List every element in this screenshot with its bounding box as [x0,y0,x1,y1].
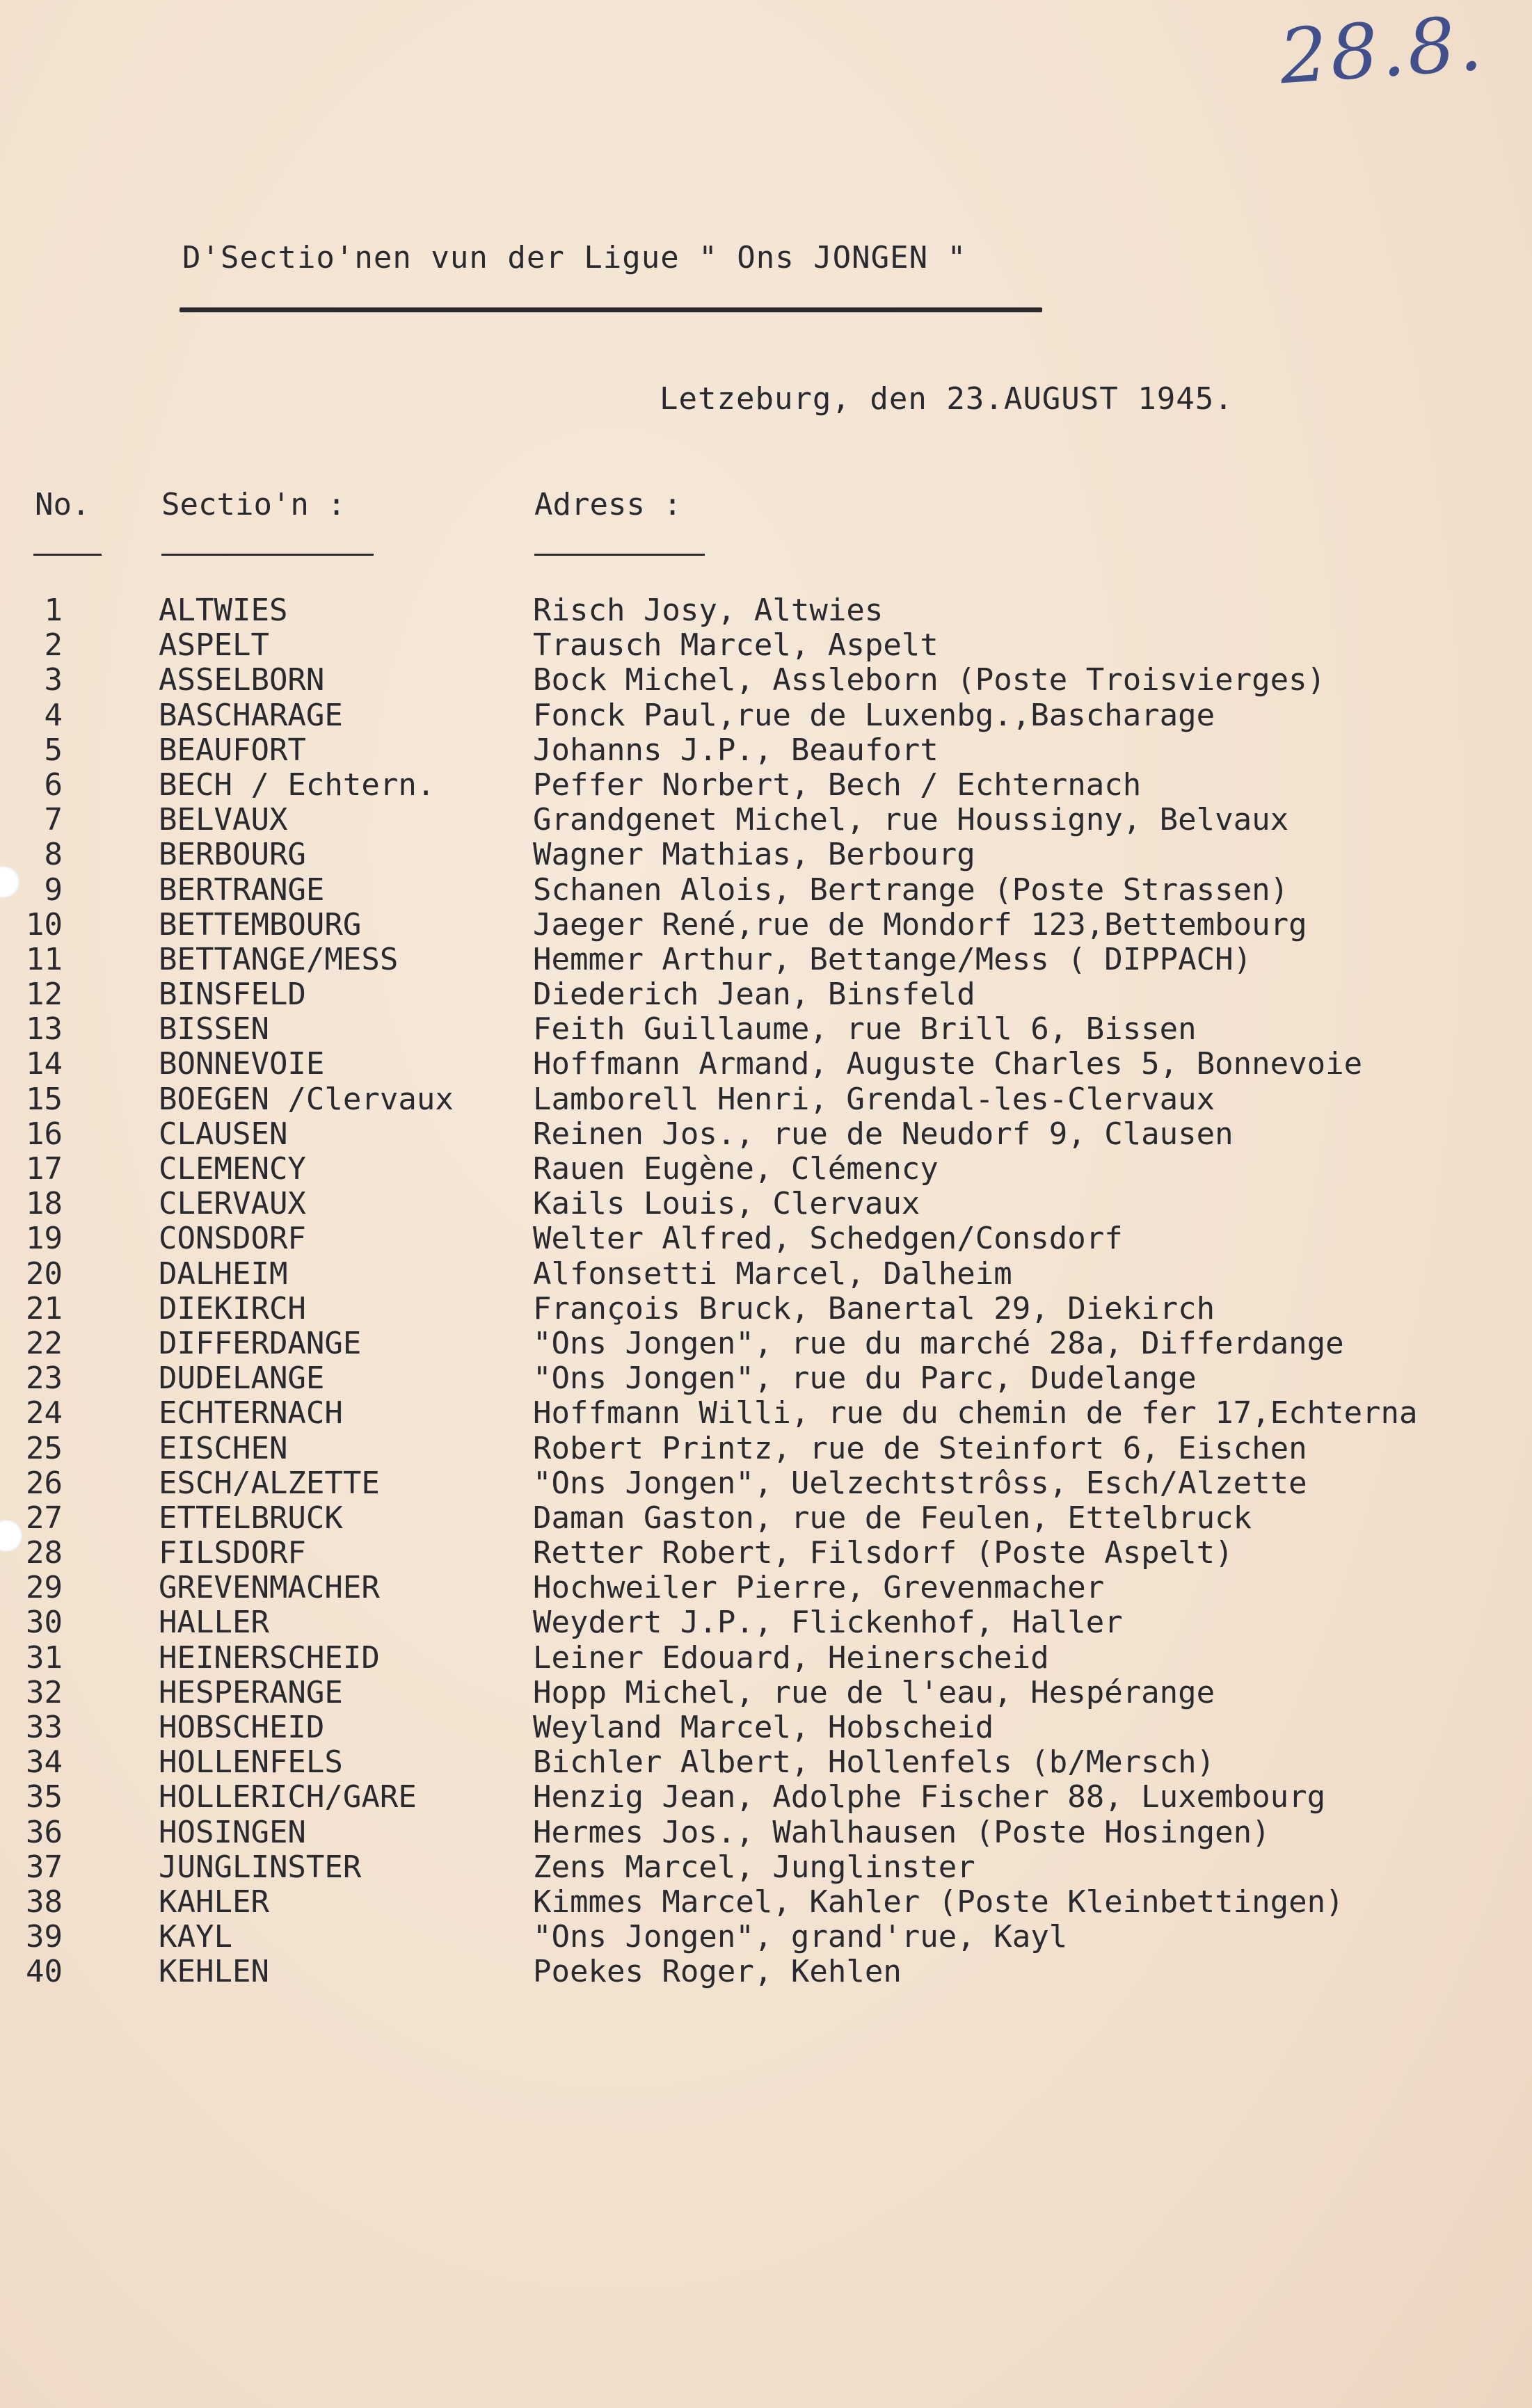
section-address: Leiner Edouard, Heinerscheid [533,1639,1049,1676]
section-name: KAYL [159,1919,232,1955]
row-number: 17 [26,1151,63,1187]
section-name: CONSDORF [159,1221,306,1257]
list-item [0,1046,1532,1081]
section-name: BECH / Echtern. [159,766,436,803]
section-name: DALHEIM [159,1255,288,1292]
list-item [0,627,1532,662]
section-address: Weyland Marcel, Hobscheid [533,1710,994,1745]
section-address: Wagner Mathias, Berbourg [533,837,975,873]
row-number: 8 [44,837,63,873]
section-address: "Ons Jongen", rue du marché 28a, Differdange [533,1325,1344,1361]
section-name: DIFFERDANGE [159,1325,362,1361]
row-number: 36 [26,1814,63,1850]
row-number: 23 [26,1360,63,1397]
section-name: BETTANGE/MESS [159,941,399,977]
section-name: BEAUFORT [159,732,306,768]
section-address: Johanns J.P., Beaufort [533,732,939,768]
row-number: 13 [26,1011,63,1048]
list-item [0,1116,1532,1151]
section-address: Robert Printz, rue de Steinfort 6, Eischen [533,1430,1307,1466]
list-item [0,1605,1532,1639]
list-item [0,1954,1532,1989]
row-number: 31 [26,1639,63,1676]
section-name: HEINERSCHEID [159,1639,380,1676]
list-item [0,1640,1532,1675]
section-name: CLAUSEN [159,1116,288,1152]
section-address: Schanen Alois, Bertrange (Poste Strassen) [533,872,1289,908]
list-item [0,977,1532,1011]
row-number: 5 [44,732,63,768]
section-name: ETTELBRUCK [159,1500,343,1536]
column-header-section: Sectio'n : [161,487,346,522]
row-number: 33 [26,1710,63,1745]
row-number: 12 [26,977,63,1013]
section-name: HOBSCHEID [159,1710,325,1745]
column-header-address: Adress : [534,487,682,522]
section-address: Grandgenet Michel, rue Houssigny, Belvaux [533,802,1289,838]
column-rule-no [33,554,102,556]
list-item [0,1431,1532,1466]
section-name: ASSELBORN [159,662,325,698]
section-address: Hochweiler Pierre, Grevenmacher [533,1570,1105,1606]
section-address: Kimmes Marcel, Kahler (Poste Kleinbettingen) [533,1884,1344,1920]
section-address: Kails Louis, Clervaux [533,1186,920,1222]
section-address: Poekes Roger, Kehlen [533,1954,902,1990]
section-address: Lamborell Henri, Grendal-les-Clervaux [533,1081,1215,1117]
column-rule-address [534,554,705,556]
list-item [0,1849,1532,1884]
list-item [0,662,1532,697]
list-item [0,1779,1532,1814]
list-item [0,1326,1532,1360]
section-name: ECHTERNACH [159,1395,343,1431]
row-number: 29 [26,1570,63,1606]
section-address: Jaeger René,rue de Mondorf 123,Bettembourg [533,906,1307,942]
list-item [0,1221,1532,1255]
section-address: "Ons Jongen", Uelzechtstrôss, Esch/Alzette [533,1465,1307,1501]
section-address: Welter Alfred, Schedgen/Consdorf [533,1221,1123,1257]
list-item [0,907,1532,942]
column-rule-section [161,554,374,556]
row-number: 20 [26,1255,63,1292]
section-name: ASPELT [159,627,269,664]
document-date: Letzeburg, den 23.AUGUST 1945. [660,381,1234,417]
section-address: Hoffmann Willi, rue du chemin de fer 17,Echterna [533,1395,1418,1431]
list-item [0,1186,1532,1221]
row-number: 26 [26,1465,63,1501]
list-item [0,1151,1532,1186]
list-item [0,802,1532,837]
row-number: 38 [26,1884,63,1920]
row-number: 11 [26,941,63,977]
row-number: 1 [44,593,63,628]
section-name: DIEKIRCH [159,1290,306,1326]
section-name: HOLLENFELS [159,1744,343,1781]
list-item [0,1675,1532,1710]
list-item [0,1919,1532,1954]
section-address: Weydert J.P., Flickenhof, Haller [533,1605,1123,1641]
section-name: HESPERANGE [159,1674,343,1710]
document-title: D'Sectio'nen vun der Ligue " Ons JONGEN " [182,240,967,275]
list-item [0,1744,1532,1779]
section-address: Daman Gaston, rue de Feulen, Ettelbruck [533,1500,1252,1536]
row-number: 40 [26,1954,63,1990]
section-name: BELVAUX [159,802,288,838]
row-number: 30 [26,1605,63,1641]
section-name: DUDELANGE [159,1360,325,1397]
section-address: "Ons Jongen", rue du Parc, Dudelange [533,1360,1197,1397]
section-name: HOLLERICH/GARE [159,1779,417,1815]
section-name: ESCH/ALZETTE [159,1465,380,1501]
row-number: 16 [26,1116,63,1152]
list-item [0,1570,1532,1605]
section-address: Hemmer Arthur, Bettange/Mess ( DIPPACH) [533,941,1252,977]
section-address: Zens Marcel, Junglinster [533,1849,975,1885]
row-number: 34 [26,1744,63,1781]
row-number: 14 [26,1046,63,1082]
list-item [0,872,1532,907]
row-number: 10 [26,906,63,942]
column-header-no: No. [35,487,90,522]
row-number: 25 [26,1430,63,1466]
row-number: 9 [44,872,63,908]
section-address: Reinen Jos., rue de Neudorf 9, Clausen [533,1116,1234,1152]
section-address: Bock Michel, Assleborn (Poste Troisvierges) [533,662,1326,698]
section-address: Feith Guillaume, rue Brill 6, Bissen [533,1011,1197,1048]
list-item [0,1884,1532,1919]
list-item [0,1082,1532,1116]
row-number: 22 [26,1325,63,1361]
list-item [0,698,1532,732]
row-number: 32 [26,1674,63,1710]
list-item [0,942,1532,977]
section-address: Diederich Jean, Binsfeld [533,977,975,1013]
section-address: "Ons Jongen", grand'rue, Kayl [533,1919,1068,1955]
list-item [0,1466,1532,1500]
section-address: Rauen Eugène, Clémency [533,1151,939,1187]
row-number: 35 [26,1779,63,1815]
list-item [0,732,1532,767]
section-name: GREVENMACHER [159,1570,380,1606]
row-number: 39 [26,1919,63,1955]
section-name: HOSINGEN [159,1814,306,1850]
section-name: BASCHARAGE [159,697,343,733]
section-name: CLEMENCY [159,1151,306,1187]
row-number: 37 [26,1849,63,1885]
handwritten-note: 28.8. [1277,0,1487,102]
section-address: Trausch Marcel, Aspelt [533,627,939,664]
section-address: Hoffmann Armand, Auguste Charles 5, Bonnevoie [533,1046,1363,1082]
sections-list [0,593,1532,1989]
row-number: 2 [44,627,63,664]
section-name: FILSDORF [159,1535,306,1571]
section-address: François Bruck, Banertal 29, Diekirch [533,1290,1215,1326]
list-item [0,767,1532,802]
list-item [0,1256,1532,1291]
section-name: HALLER [159,1605,269,1641]
section-address: Risch Josy, Altwies [533,593,884,628]
row-number: 3 [44,662,63,698]
section-name: BOEGEN /Clervaux [159,1081,454,1117]
list-item [0,1710,1532,1744]
list-item [0,1815,1532,1849]
section-name: KEHLEN [159,1954,269,1990]
list-item [0,1500,1532,1535]
section-address: Hermes Jos., Wahlhausen (Poste Hosingen) [533,1814,1270,1850]
row-number: 24 [26,1395,63,1431]
section-address: Alfonsetti Marcel, Dalheim [533,1255,1012,1292]
section-name: JUNGLINSTER [159,1849,362,1885]
section-address: Hopp Michel, rue de l'eau, Hespérange [533,1674,1215,1710]
list-item [0,837,1532,872]
section-address: Henzig Jean, Adolphe Fischer 88, Luxembourg [533,1779,1326,1815]
list-item [0,593,1532,627]
list-item [0,1535,1532,1570]
row-number: 27 [26,1500,63,1536]
title-underline [179,307,1042,312]
section-name: BERBOURG [159,837,306,873]
section-address: Peffer Norbert, Bech / Echternach [533,766,1142,803]
section-name: BETTEMBOURG [159,906,362,942]
list-item [0,1395,1532,1430]
row-number: 19 [26,1221,63,1257]
section-name: BONNEVOIE [159,1046,325,1082]
list-item [0,1011,1532,1046]
list-item [0,1291,1532,1326]
section-name: CLERVAUX [159,1186,306,1222]
section-address: Fonck Paul,rue de Luxenbg.,Bascharage [533,697,1215,733]
section-name: KAHLER [159,1884,269,1920]
row-number: 4 [44,697,63,733]
row-number: 6 [44,766,63,803]
row-number: 7 [44,802,63,838]
section-name: BISSEN [159,1011,269,1048]
section-address: Bichler Albert, Hollenfels (b/Mersch) [533,1744,1215,1781]
section-address: Retter Robert, Filsdorf (Poste Aspelt) [533,1535,1234,1571]
list-item [0,1360,1532,1395]
row-number: 21 [26,1290,63,1326]
row-number: 18 [26,1186,63,1222]
section-name: BINSFELD [159,977,306,1013]
row-number: 28 [26,1535,63,1571]
section-name: ALTWIES [159,593,288,628]
section-name: BERTRANGE [159,872,325,908]
row-number: 15 [26,1081,63,1117]
section-name: EISCHEN [159,1430,288,1466]
